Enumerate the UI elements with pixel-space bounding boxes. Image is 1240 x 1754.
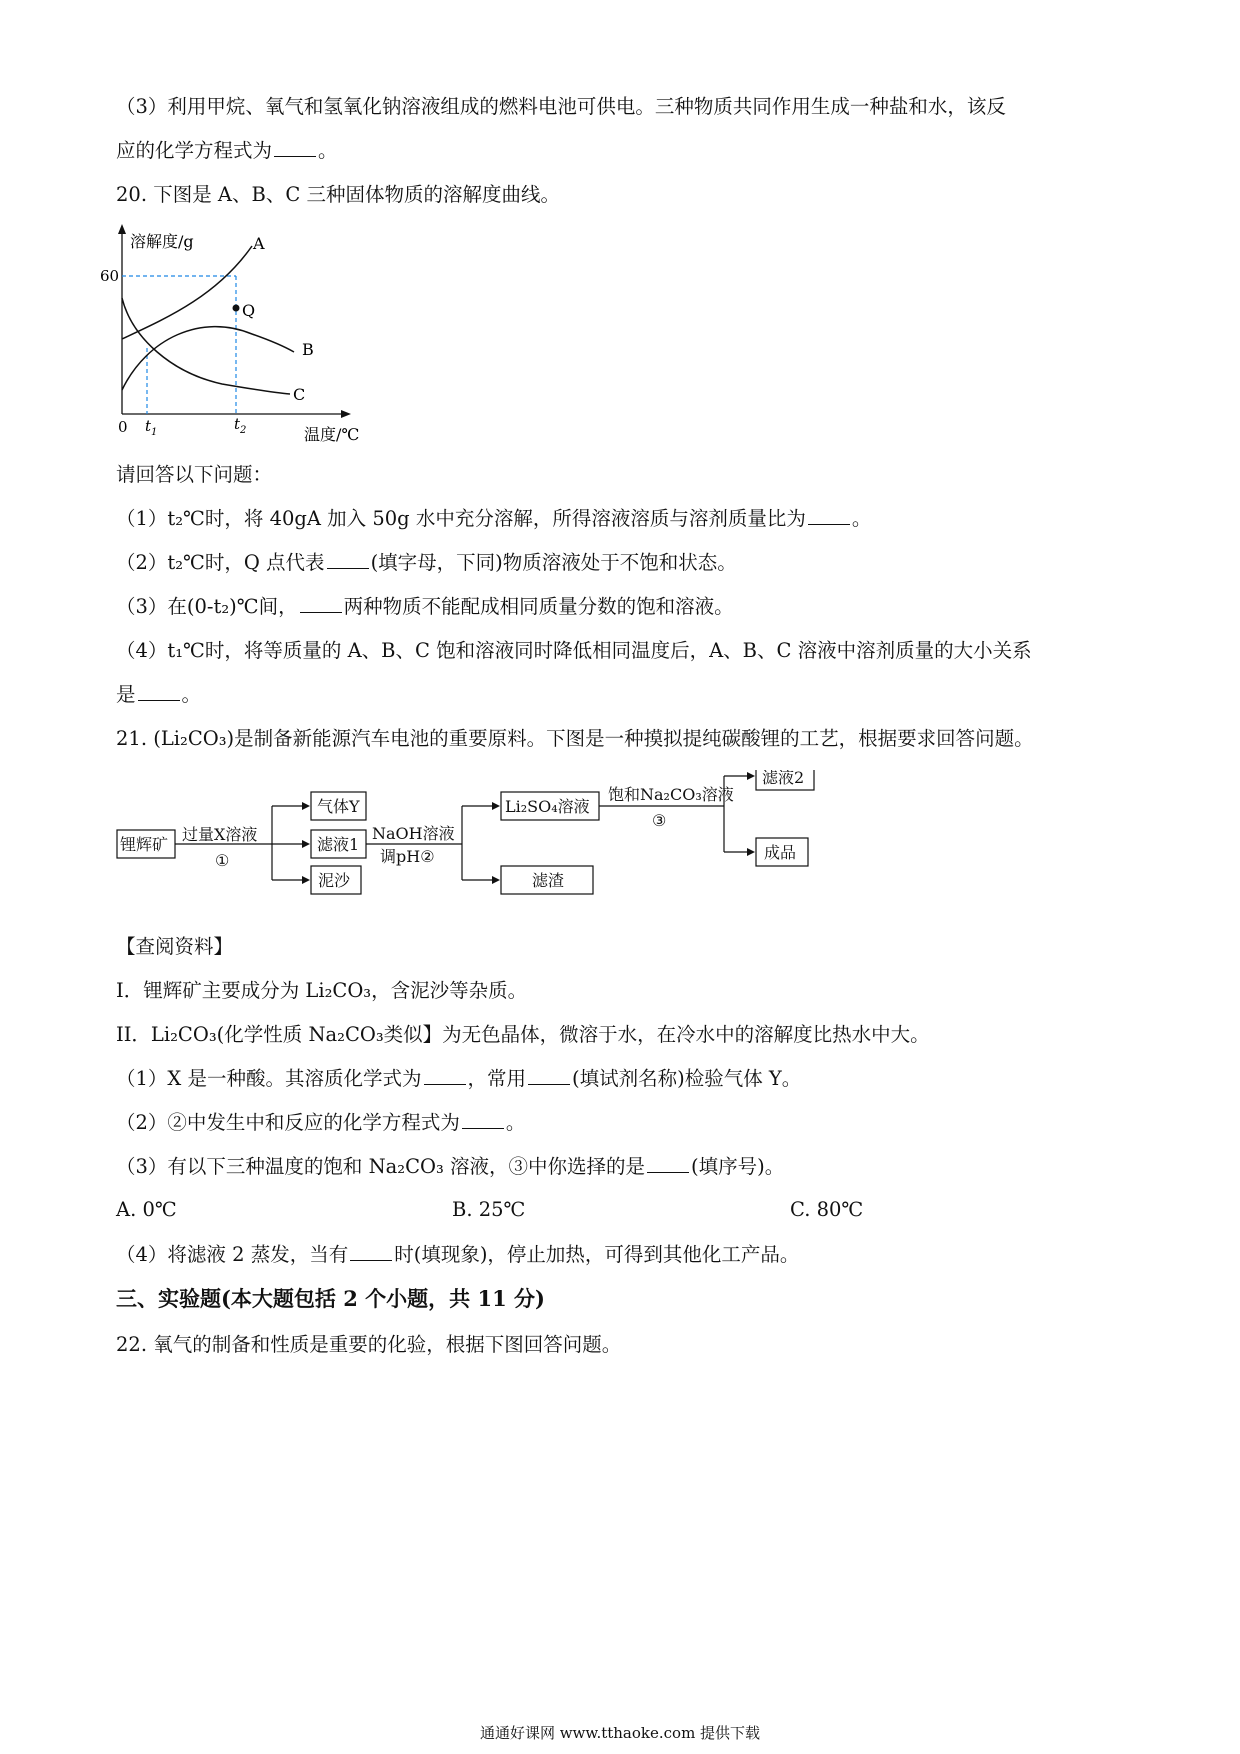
- option-b: B. 25℃: [452, 1198, 526, 1221]
- curve-a-label: A: [253, 234, 265, 253]
- curve-c-label: C: [293, 385, 306, 404]
- step3-reagent: 饱和Na₂CO₃溶液: [608, 785, 734, 804]
- q21-ref1: I．锂辉矿主要成分为 Li₂CO₃，含泥沙等杂质。: [116, 979, 528, 1002]
- answer-blank: [138, 682, 180, 701]
- answer-blank: [808, 506, 850, 525]
- q20-part4-end: 。: [181, 683, 202, 706]
- step3-number: ③: [652, 811, 667, 830]
- q21-part1-text: （1）X 是一种酸。其溶质化学式为: [116, 1067, 422, 1090]
- q21-ref2: II．Li₂CO₃(化学性质 Na₂CO₃类似】为无色晶体，微溶于水，在冷水中的溶解度比热水中大。: [116, 1023, 930, 1046]
- solubility-chart: [92, 218, 412, 458]
- y-tick-60: 60: [100, 267, 120, 285]
- q20-part2-text: （2）t₂℃时，Q 点代表: [116, 551, 325, 574]
- q20-part1-text: （1）t₂℃时，将 40gA 加入 50g 水中充分溶解，所得溶液溶质与溶剂质量比为: [116, 507, 806, 530]
- box-product-label: 成品: [764, 843, 797, 862]
- y-axis-arrow: [118, 224, 126, 234]
- q21-part2-end: 。: [505, 1111, 526, 1134]
- q20-part3-text: （3）在(0-t₂)℃间，: [116, 595, 298, 618]
- q19-part3-end: 。: [318, 139, 338, 162]
- q19-part3-line2: [116, 138, 338, 164]
- q21-part3-end: (填序号)。: [691, 1155, 785, 1178]
- x-axis-arrow: [341, 410, 351, 418]
- q20-part3-end: 两种物质不能配成相同质量分数的饱和溶液。: [343, 595, 734, 618]
- x-axis-label: 温度/℃: [304, 425, 360, 444]
- box-filtrate2-label: 滤液2: [762, 770, 805, 787]
- answer-blank: [350, 1242, 392, 1261]
- q21-part2: [116, 1110, 525, 1136]
- answer-blank: [274, 138, 316, 157]
- answer-blank: [424, 1066, 466, 1085]
- step1-number: ①: [215, 851, 230, 870]
- page-footer: 通通好课网 www.tthaoke.com 提供下载: [479, 1724, 761, 1742]
- q22-stem: 22. 氧气的制备和性质是重要的化验，根据下图回答问题。: [116, 1333, 622, 1356]
- q21-part4: [116, 1242, 799, 1268]
- q20-part2-end: (填字母，下同)物质溶液处于不饱和状态。: [370, 551, 737, 574]
- option-a: A. 0℃: [116, 1198, 177, 1221]
- box-gas-y-label: 气体Y: [317, 797, 360, 816]
- q19-part3-text: 应的化学方程式为: [116, 139, 273, 162]
- q21-part3: [116, 1154, 784, 1180]
- q20-part4-line2: [116, 682, 201, 708]
- y-axis-label: 溶解度/g: [130, 232, 194, 251]
- q21-part2-text: （2）②中发生中和反应的化学方程式为: [116, 1111, 460, 1134]
- point-q-label: Q: [242, 301, 256, 320]
- q19-part3-line1: （3）利用甲烷、氧气和氢氧化钠溶液组成的燃料电池可供电。三种物质共同作用生成一种盐和水，该反: [116, 95, 1006, 118]
- step1-reagent: 过量X溶液: [182, 825, 258, 844]
- curve-a: [122, 246, 252, 339]
- section-heading: 三、实验题(本大题包括 2 个小题，共 11 分): [116, 1286, 545, 1311]
- box-filtrate1-label: 滤液1: [317, 835, 360, 854]
- answer-blank: [300, 594, 342, 613]
- q21-part4-end: 时(填现象)，停止加热，可得到其他化工产品。: [394, 1243, 800, 1266]
- q20-part4-line1: （4）t₁℃时，将等质量的 A、B、C 饱和溶液同时降低相同温度后，A、B、C 溶液中溶剂质量的大小关系: [116, 639, 1032, 662]
- q21-ref-title: 【查阅资料】: [116, 935, 234, 958]
- q21-part1-end: (填试剂名称)检验气体 Y。: [572, 1067, 802, 1090]
- answer-blank: [327, 550, 369, 569]
- q21-part4-text: （4）将滤液 2 蒸发，当有: [116, 1243, 349, 1266]
- point-q: [233, 305, 240, 312]
- x-tick-t1: $t_1$: [145, 417, 158, 438]
- process-flow-diagram: [112, 770, 892, 920]
- curve-b-label: B: [302, 340, 314, 359]
- q21-part3-text: （3）有以下三种温度的饱和 Na₂CO₃ 溶液，③中你选择的是: [116, 1155, 646, 1178]
- q20-part3: [116, 594, 734, 620]
- q21-part1-mid: ，常用: [467, 1067, 527, 1090]
- box-li2so4-label: Li₂SO₄溶液: [505, 797, 590, 816]
- q20-part1-end: 。: [851, 507, 872, 530]
- q20-part1: [116, 506, 871, 532]
- q20-stem: 20. 下图是 A、B、C 三种固体物质的溶解度曲线。: [116, 183, 560, 206]
- q20-part4-text: 是: [116, 683, 136, 706]
- x-tick-t2: $t_2$: [234, 415, 247, 436]
- box-sand-label: 泥沙: [318, 871, 351, 890]
- answer-blank: [647, 1154, 689, 1173]
- box-residue-label: 滤渣: [532, 871, 565, 890]
- step2-reagent: NaOH溶液: [372, 824, 455, 843]
- q21-stem: 21. (Li₂CO₃)是制备新能源汽车电池的重要原料。下图是一种摸拟提纯碳酸锂的工艺，根据要求回答问题。: [116, 727, 1034, 750]
- box-spodumene-label: 锂辉矿: [120, 835, 169, 854]
- q20-part2: [116, 550, 737, 576]
- q21-part1: [116, 1066, 801, 1092]
- q20-intro: 请回答以下问题：: [116, 463, 273, 486]
- answer-blank: [462, 1110, 504, 1129]
- step2-condition: 调pH②: [380, 847, 435, 866]
- answer-blank: [528, 1066, 570, 1085]
- option-c: C. 80℃: [790, 1198, 864, 1221]
- origin-label: 0: [118, 418, 128, 436]
